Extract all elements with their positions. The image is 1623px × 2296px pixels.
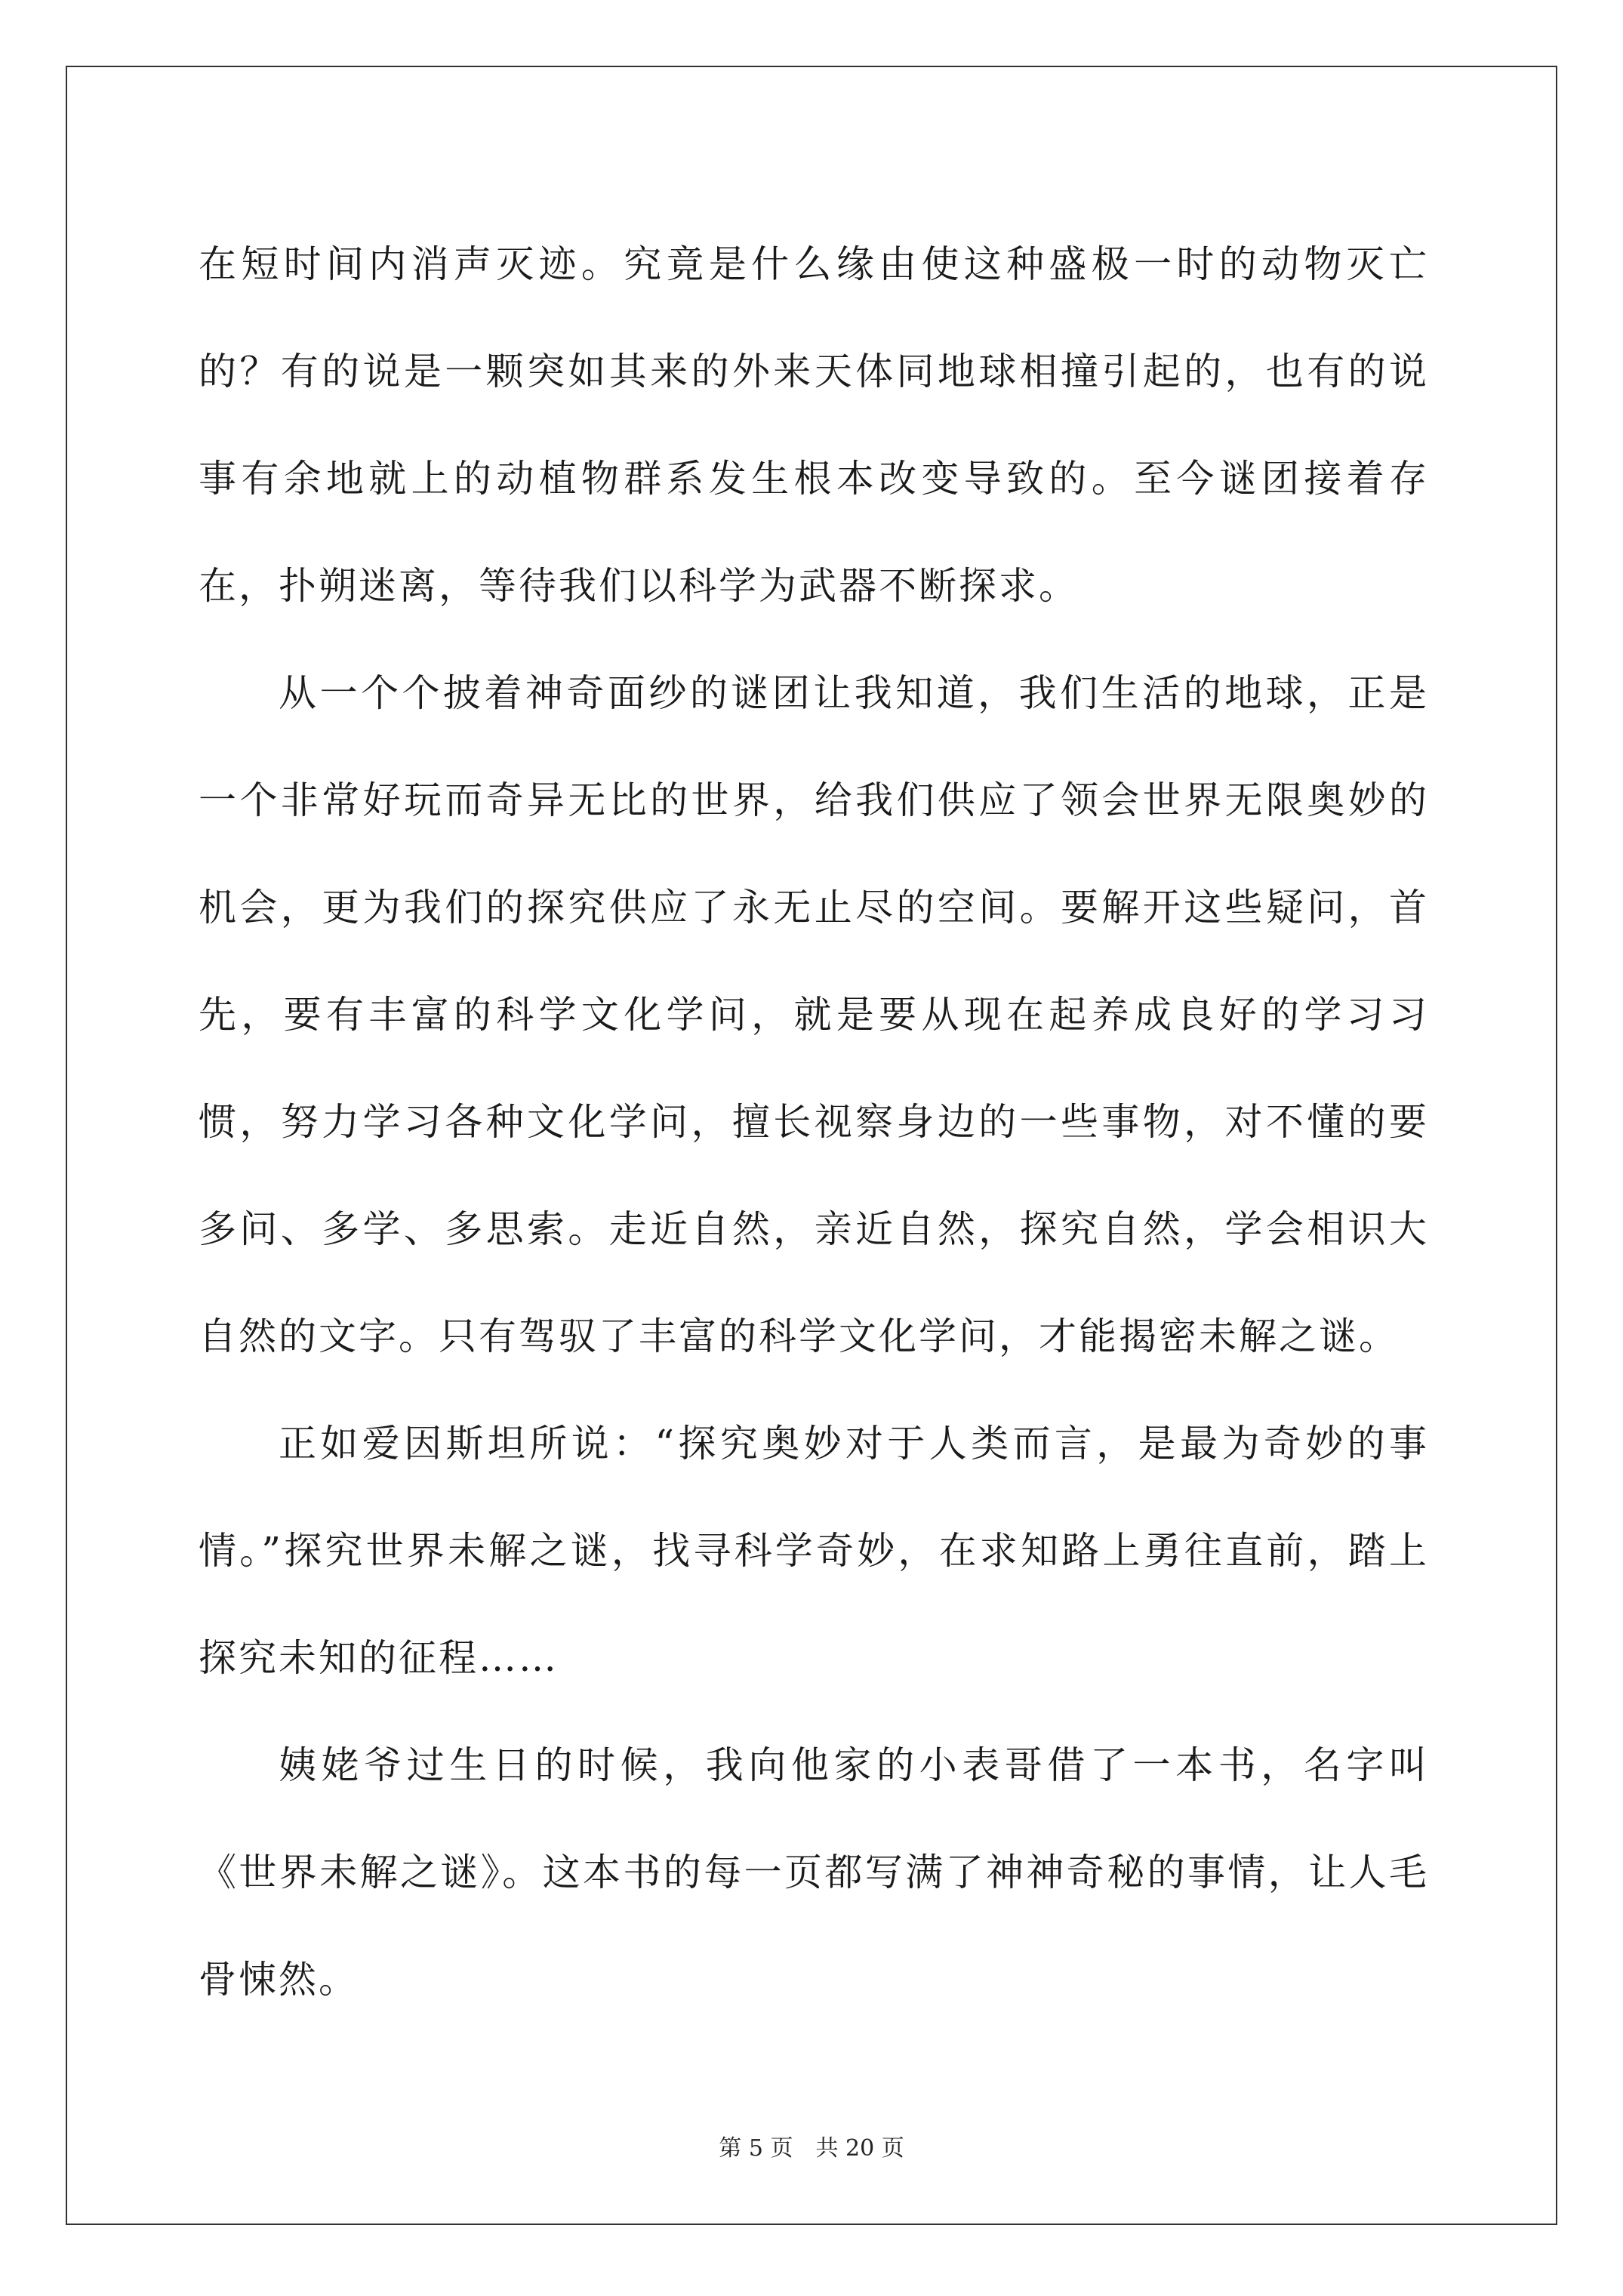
document-body (199, 211, 1429, 2033)
paragraph-2: 从一个个披着神奇面纱的谜团让我知道，我们生活的地球，正是一个非常好玩而奇异无比的世界，给我们供应了领会世界无限奥妙的机会，更为我们的探究供应了永无止尽的空间。要解开这些疑问，首先，要有丰富的科学文化学问，就是要从现在起养成良好的学习习惯，努力学习各种文化学问，擅长视察身边的一些事物，对不懂的要多问、多学、多思索。走近自然，亲近自然，探究自然，学会相识大自然的文字。只有驾驭了丰富的科学文化学问，才能揭密未解之谜。 (199, 671, 1429, 1358)
paragraph-3: 正如爱因斯坦所说：“探究奥妙对于人类而言，是最为奇妙的事情。”探究世界未解之谜，找寻科学奇妙，在求知路上勇往直前，踏上探究未知的征程…… (199, 1422, 1429, 1680)
page-number: 第 5 页 共 20 页 (719, 2135, 904, 2162)
paragraph-1: 在短时间内消声灭迹。究竟是什么缘由使这种盛极一时的动物灭亡的？有的说是一颗突如其来的外来天体同地球相撞引起的，也有的说事有余地就上的动植物群系发生根本改变导致的。至今谜团接着存在，扑朔迷离，等待我们以科学为武器不断探求。 (199, 242, 1429, 608)
paragraph-4: 姨姥爷过生日的时候，我向他家的小表哥借了一本书，名字叫《世界未解之谜》。这本书的每一页都写满了神神奇秘的事情，让人毛骨悚然。 (199, 1743, 1429, 2002)
